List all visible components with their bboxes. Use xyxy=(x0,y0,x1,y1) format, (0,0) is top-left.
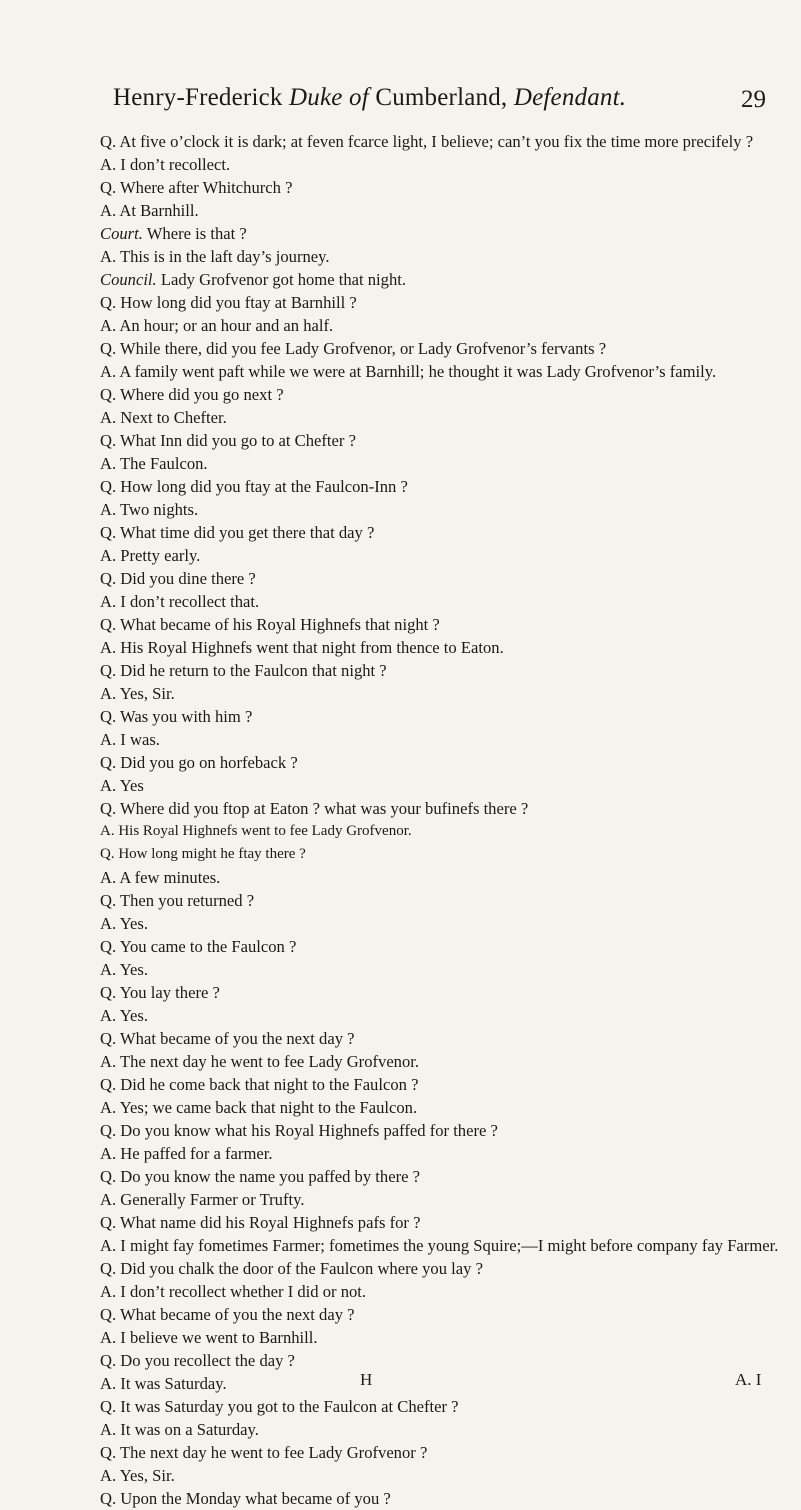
line-text: Yes, Sir. xyxy=(119,684,175,703)
line-text: The next day he went to fee Lady Grofvenor. xyxy=(120,1052,420,1071)
testimony-line xyxy=(100,291,780,314)
line-text: You lay there ? xyxy=(119,983,220,1002)
testimony-line xyxy=(100,935,780,958)
testimony-line xyxy=(100,383,780,406)
speaker-label: Q. xyxy=(100,431,117,450)
page-header xyxy=(0,84,801,124)
testimony-line xyxy=(100,406,780,429)
testimony-line xyxy=(100,1142,780,1165)
testimony-line xyxy=(100,268,780,291)
speaker-label: Q. xyxy=(100,707,117,726)
line-text: Do you know the name you paffed by there ? xyxy=(120,1167,420,1186)
testimony-line xyxy=(100,1418,780,1441)
speaker-label: A. xyxy=(100,362,117,381)
line-text: I was. xyxy=(120,730,160,749)
line-text: What became of his Royal Highnefs that night ? xyxy=(120,615,440,634)
page-footer xyxy=(0,1370,801,1400)
testimony-line xyxy=(100,889,780,912)
speaker-label: A. xyxy=(100,1420,117,1439)
running-head-duke: Duke of xyxy=(289,84,369,111)
testimony-line xyxy=(100,360,780,383)
speaker-label: Q. xyxy=(100,1351,117,1370)
testimony-text xyxy=(100,130,780,1510)
speaker-label: A. xyxy=(100,500,117,519)
speaker-label: Q. xyxy=(100,1167,117,1186)
line-text: I don’t recollect that. xyxy=(120,592,260,611)
testimony-line xyxy=(100,1119,780,1142)
line-text: It was on a Saturday. xyxy=(120,1420,259,1439)
testimony-line xyxy=(100,1464,780,1487)
testimony-line xyxy=(100,728,780,751)
speaker-label: A. xyxy=(100,914,117,933)
speaker-label: Q. xyxy=(100,132,117,151)
running-head-name: Henry-Frederick xyxy=(113,84,290,111)
speaker-label: A. xyxy=(100,1328,117,1347)
testimony-line xyxy=(100,1257,780,1280)
testimony-line xyxy=(100,774,780,797)
testimony-line xyxy=(100,797,780,820)
line-text: Was you with him ? xyxy=(120,707,253,726)
line-text: Yes; we came back that night to the Faulcon. xyxy=(119,1098,418,1117)
line-text: Yes xyxy=(119,776,144,795)
testimony-line xyxy=(100,498,780,521)
speaker-label: Q. xyxy=(100,293,117,312)
line-text: Where after Whitchurch ? xyxy=(120,178,293,197)
speaker-label: Q. xyxy=(100,1213,117,1232)
testimony-line xyxy=(100,751,780,774)
line-text: Where is that ? xyxy=(146,224,247,243)
testimony-line xyxy=(100,636,780,659)
testimony-line xyxy=(100,521,780,544)
speaker-label: Q. xyxy=(100,1029,117,1048)
speaker-label: Q. xyxy=(100,385,117,404)
testimony-line xyxy=(100,1188,780,1211)
speaker-label: Q. xyxy=(100,339,117,358)
testimony-line xyxy=(100,682,780,705)
speaker-label: A. xyxy=(100,1236,117,1255)
testimony-line xyxy=(100,429,780,452)
testimony-line xyxy=(100,912,780,935)
speaker-label: A. xyxy=(100,823,115,839)
testimony-line xyxy=(100,590,780,613)
speaker-label: Q. xyxy=(100,1305,117,1324)
line-text: It was Saturday you got to the Faulcon at Chefter ? xyxy=(120,1397,459,1416)
line-text: What Inn did you go to at Chefter ? xyxy=(120,431,356,450)
testimony-line xyxy=(100,1096,780,1119)
speaker-label: A. xyxy=(100,868,117,887)
line-text: The Faulcon. xyxy=(120,454,208,473)
speaker-label: A. xyxy=(100,155,117,174)
testimony-line xyxy=(100,222,780,245)
line-text: Upon the Monday what became of you ? xyxy=(120,1489,391,1508)
line-text: I might fay fometimes Farmer; fometimes the young Squire;—I might before company fay Farmer. xyxy=(120,1236,779,1255)
speaker-label: Q. xyxy=(100,799,117,818)
line-text: What became of you the next day ? xyxy=(120,1305,355,1324)
line-text: How long did you ftay at Barnhill ? xyxy=(120,293,357,312)
speaker-label: A. xyxy=(100,454,117,473)
testimony-line xyxy=(100,613,780,636)
speaker-label: A. xyxy=(100,1190,117,1209)
speaker-label: Q. xyxy=(100,615,117,634)
line-text: What name did his Royal Highnefs pafs for ? xyxy=(120,1213,421,1232)
testimony-line xyxy=(100,176,780,199)
speaker-label: Q. xyxy=(100,846,115,862)
line-text: How long might he ftay there ? xyxy=(118,846,306,862)
speaker-label: A. xyxy=(100,316,117,335)
speaker-label: Q. xyxy=(100,1259,117,1278)
testimony-line xyxy=(100,1211,780,1234)
line-text: He paffed for a farmer. xyxy=(120,1144,273,1163)
line-text: Next to Chefter. xyxy=(120,408,227,427)
testimony-line xyxy=(100,314,780,337)
line-text: You came to the Faulcon ? xyxy=(119,937,297,956)
testimony-line xyxy=(100,1326,780,1349)
line-text: Did you go on horfeback ? xyxy=(120,753,298,772)
line-text: Generally Farmer or Trufty. xyxy=(120,1190,305,1209)
speaker-label: A. xyxy=(100,960,117,979)
speaker-label: Q. xyxy=(100,178,117,197)
speaker-label: A. xyxy=(100,592,117,611)
line-text: How long did you ftay at the Faulcon-Inn ? xyxy=(120,477,408,496)
speaker-label: Q. xyxy=(100,1397,117,1416)
testimony-line xyxy=(100,1441,780,1464)
line-text: What time did you get there that day ? xyxy=(120,523,375,542)
speaker-label: Q. xyxy=(100,523,117,542)
line-text: This is in the laft day’s journey. xyxy=(120,247,330,266)
testimony-line xyxy=(100,1027,780,1050)
line-text: Yes. xyxy=(119,960,148,979)
speaker-label: Q. xyxy=(100,1443,117,1462)
line-text: Yes, Sir. xyxy=(119,1466,175,1485)
line-text: His Royal Highnefs went to fee Lady Grofvenor. xyxy=(118,823,412,839)
line-text: Yes. xyxy=(119,914,148,933)
line-text: The next day he went to fee Lady Grofvenor ? xyxy=(120,1443,428,1462)
line-text: At Barnhill. xyxy=(119,201,199,220)
speaker-label: Council. xyxy=(100,270,157,289)
speaker-label: Q. xyxy=(100,1489,117,1508)
speaker-label: Q. xyxy=(100,891,117,910)
line-text: Did you chalk the door of the Faulcon where you lay ? xyxy=(120,1259,483,1278)
testimony-line xyxy=(100,981,780,1004)
speaker-label: A. xyxy=(100,247,117,266)
testimony-line xyxy=(100,475,780,498)
line-text: Where did you ftop at Eaton ? what was your bufinefs there ? xyxy=(120,799,529,818)
testimony-line xyxy=(100,1234,780,1257)
testimony-line xyxy=(100,1280,780,1303)
testimony-line xyxy=(100,337,780,360)
speaker-label: A. xyxy=(100,1144,117,1163)
line-text: At five o’clock it is dark; at feven fcarce light, I believe; can’t you fix the time more precifely ? xyxy=(119,132,754,151)
testimony-line xyxy=(100,958,780,981)
speaker-label: Q. xyxy=(100,661,117,680)
line-text: Pretty early. xyxy=(120,546,201,565)
testimony-line xyxy=(100,1165,780,1188)
testimony-line xyxy=(100,659,780,682)
speaker-label: A. xyxy=(100,1282,117,1301)
testimony-line xyxy=(100,544,780,567)
speaker-label: A. xyxy=(100,546,117,565)
line-text: A few minutes. xyxy=(119,868,221,887)
speaker-label: Q. xyxy=(100,477,117,496)
line-text: Did he come back that night to the Faulcon ? xyxy=(120,1075,419,1094)
line-text: It was Saturday. xyxy=(120,1374,227,1393)
testimony-line xyxy=(100,1349,780,1372)
testimony-line xyxy=(100,1303,780,1326)
running-head xyxy=(113,84,626,112)
testimony-line xyxy=(100,199,780,222)
testimony-line xyxy=(100,567,780,590)
line-text: Where did you go next ? xyxy=(120,385,284,404)
signature-mark: H xyxy=(360,1370,373,1389)
speaker-label: Q. xyxy=(100,1075,117,1094)
line-text: Did he return to the Faulcon that night ? xyxy=(120,661,387,680)
line-text: I believe we went to Barnhill. xyxy=(120,1328,318,1347)
testimony-line xyxy=(100,130,780,153)
running-head-role: Defendant. xyxy=(513,84,627,111)
line-text: Yes. xyxy=(119,1006,148,1025)
line-text: Did you dine there ? xyxy=(120,569,256,588)
speaker-label: A. xyxy=(100,1052,117,1071)
running-head-place: Cumberland, xyxy=(368,84,514,111)
speaker-label: A. xyxy=(100,1374,117,1393)
speaker-label: Q. xyxy=(100,569,117,588)
line-text: Do you know what his Royal Highnefs paffed for there ? xyxy=(120,1121,498,1140)
testimony-line xyxy=(100,705,780,728)
speaker-label: Q. xyxy=(100,1121,117,1140)
speaker-label: A. xyxy=(100,408,117,427)
line-text: I don’t recollect. xyxy=(120,155,231,174)
line-text: Lady Grofvenor got home that night. xyxy=(160,270,407,289)
line-text: Two nights. xyxy=(120,500,199,519)
line-text: Do you recollect the day ? xyxy=(120,1351,295,1370)
line-text: His Royal Highnefs went that night from thence to Eaton. xyxy=(120,638,504,657)
testimony-line xyxy=(100,843,780,866)
speaker-label: A. xyxy=(100,776,117,795)
testimony-line xyxy=(100,245,780,268)
speaker-label: A. xyxy=(100,638,117,657)
speaker-label: A. xyxy=(100,201,117,220)
page-number: 29 xyxy=(741,86,766,113)
testimony-line xyxy=(100,1073,780,1096)
line-text: While there, did you fee Lady Grofvenor, or Lady Grofvenor’s fervants ? xyxy=(120,339,607,358)
testimony-line xyxy=(100,866,780,889)
line-text: I don’t recollect whether I did or not. xyxy=(120,1282,367,1301)
line-text: An hour; or an hour and an half. xyxy=(119,316,334,335)
speaker-label: A. xyxy=(100,1006,117,1025)
speaker-label: A. xyxy=(100,1098,117,1117)
speaker-label: Q. xyxy=(100,983,117,1002)
line-text: Then you returned ? xyxy=(120,891,255,910)
line-text: What became of you the next day ? xyxy=(120,1029,355,1048)
speaker-label: A. xyxy=(100,1466,117,1485)
testimony-line xyxy=(100,1004,780,1027)
speaker-label: A. xyxy=(100,684,117,703)
speaker-label: Q. xyxy=(100,937,117,956)
testimony-line xyxy=(100,1487,780,1510)
testimony-line xyxy=(100,153,780,176)
testimony-line xyxy=(100,1050,780,1073)
catchword: A. I xyxy=(735,1370,762,1389)
testimony-line xyxy=(100,452,780,475)
speaker-label: A. xyxy=(100,730,117,749)
speaker-label: Q. xyxy=(100,753,117,772)
testimony-line xyxy=(100,820,780,843)
line-text: A family went paft while we were at Barnhill; he thought it was Lady Grofvenor’s family. xyxy=(119,362,717,381)
speaker-label: Court. xyxy=(100,224,143,243)
